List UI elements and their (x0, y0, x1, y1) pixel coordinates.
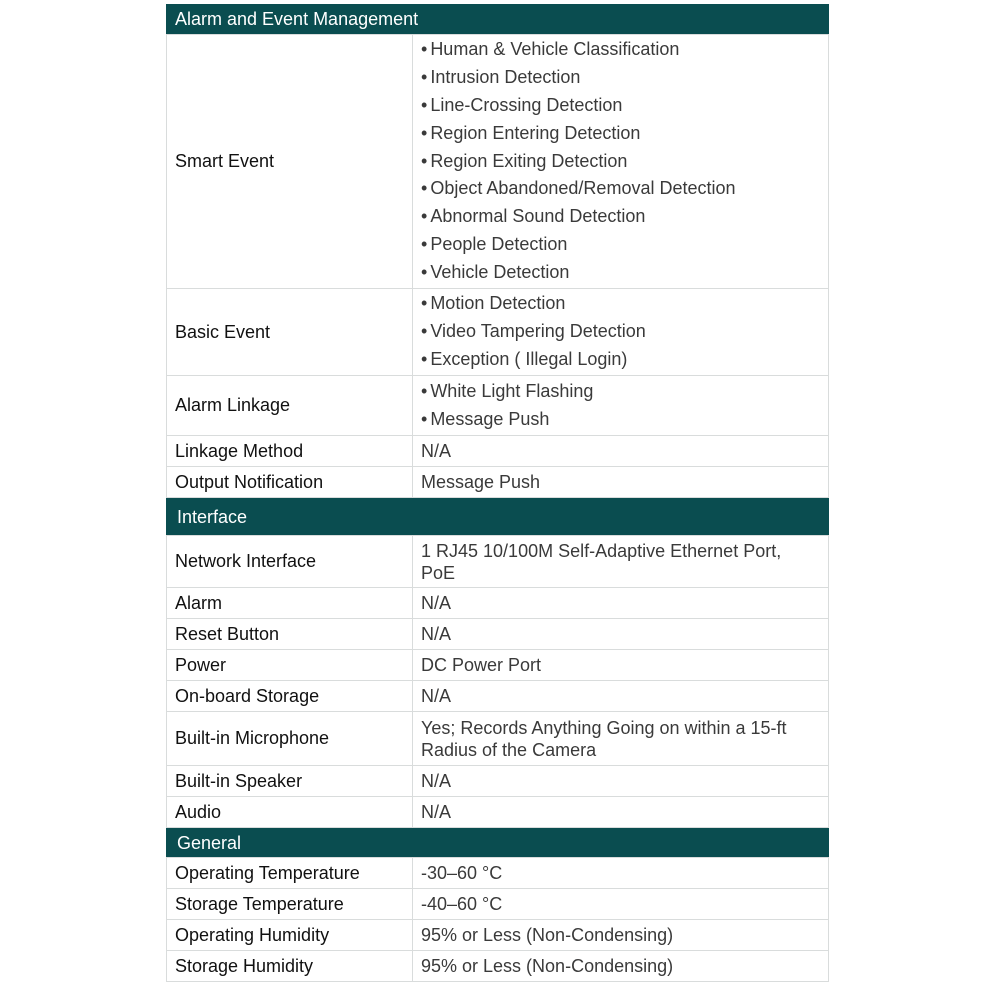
spec-label: Built-in Speaker (167, 766, 413, 796)
spec-row-basic-event (166, 289, 829, 376)
spec-value: 1 RJ45 10/100M Self-Adaptive Ethernet Port, PoE (421, 540, 782, 583)
list-item: • People Detection (421, 231, 818, 259)
spec-value: N/A (421, 593, 452, 613)
spec-value: 95% or Less (Non-Condensing) (421, 956, 674, 976)
spec-label: Network Interface (167, 536, 413, 587)
list-item: • Region Entering Detection (421, 120, 818, 148)
spec-row-reset-button (166, 619, 829, 650)
spec-row-builtin-speaker (166, 766, 829, 797)
spec-label: Operating Humidity (167, 920, 413, 950)
spec-value-list (413, 289, 828, 375)
section-header-alarm-event: Alarm and Event Management (166, 4, 829, 35)
spec-row-alarm (166, 588, 829, 619)
spec-row-builtin-microphone (166, 712, 829, 766)
list-item: • Vehicle Detection (421, 259, 818, 287)
section-header-general: General (166, 828, 829, 858)
spec-row-operating-humidity (166, 920, 829, 951)
spec-label: Basic Event (167, 289, 413, 375)
spec-value: -30–60 °C (421, 863, 503, 883)
spec-label: Storage Temperature (167, 889, 413, 919)
spec-label: Output Notification (167, 467, 413, 497)
list-item: • Video Tampering Detection (421, 318, 818, 346)
spec-row-operating-temperature (166, 858, 829, 889)
list-item: • Intrusion Detection (421, 64, 818, 92)
spec-value: N/A (421, 624, 452, 644)
list-item: • Line-Crossing Detection (421, 92, 818, 120)
spec-label: Audio (167, 797, 413, 827)
spec-value-list (413, 376, 828, 435)
spec-row-linkage-method (166, 436, 829, 467)
spec-value: N/A (421, 771, 452, 791)
spec-label: Alarm Linkage (167, 376, 413, 435)
spec-value-list (413, 35, 828, 288)
spec-value: 95% or Less (Non-Condensing) (421, 925, 674, 945)
spec-value: N/A (421, 686, 452, 706)
spec-label: Reset Button (167, 619, 413, 649)
spec-value: Message Push (421, 472, 541, 492)
section-header-interface: Interface (166, 498, 829, 536)
spec-row-smart-event (166, 35, 829, 289)
spec-label: Power (167, 650, 413, 680)
spec-value: N/A (421, 441, 452, 461)
spec-value: N/A (421, 802, 452, 822)
spec-label: Built-in Microphone (167, 712, 413, 765)
spec-row-storage-humidity (166, 951, 829, 982)
list-item: • Motion Detection (421, 290, 818, 318)
spec-label: Alarm (167, 588, 413, 618)
spec-row-power (166, 650, 829, 681)
spec-label: Smart Event (167, 35, 413, 288)
spec-label: Storage Humidity (167, 951, 413, 981)
list-item: • Object Abandoned/Removal Detection (421, 175, 818, 203)
list-item: • Region Exiting Detection (421, 148, 818, 176)
spec-value: Yes; Records Anything Going on within a 15-ft Radius of the Camera (421, 717, 787, 760)
spec-row-audio (166, 797, 829, 828)
spec-row-network-interface (166, 536, 829, 588)
list-item: • Message Push (421, 406, 818, 434)
list-item: • White Light Flashing (421, 378, 818, 406)
spec-table (166, 4, 829, 982)
list-item: • Exception ( Illegal Login) (421, 346, 818, 374)
spec-value: -40–60 °C (421, 894, 503, 914)
spec-label: Linkage Method (167, 436, 413, 466)
list-item: • Human & Vehicle Classification (421, 36, 818, 64)
spec-label: Operating Temperature (167, 858, 413, 888)
spec-label: On-board Storage (167, 681, 413, 711)
spec-row-storage-temperature (166, 889, 829, 920)
spec-value: DC Power Port (421, 655, 542, 675)
list-item: • Abnormal Sound Detection (421, 203, 818, 231)
spec-row-onboard-storage (166, 681, 829, 712)
spec-row-alarm-linkage (166, 376, 829, 436)
spec-row-output-notification (166, 467, 829, 498)
